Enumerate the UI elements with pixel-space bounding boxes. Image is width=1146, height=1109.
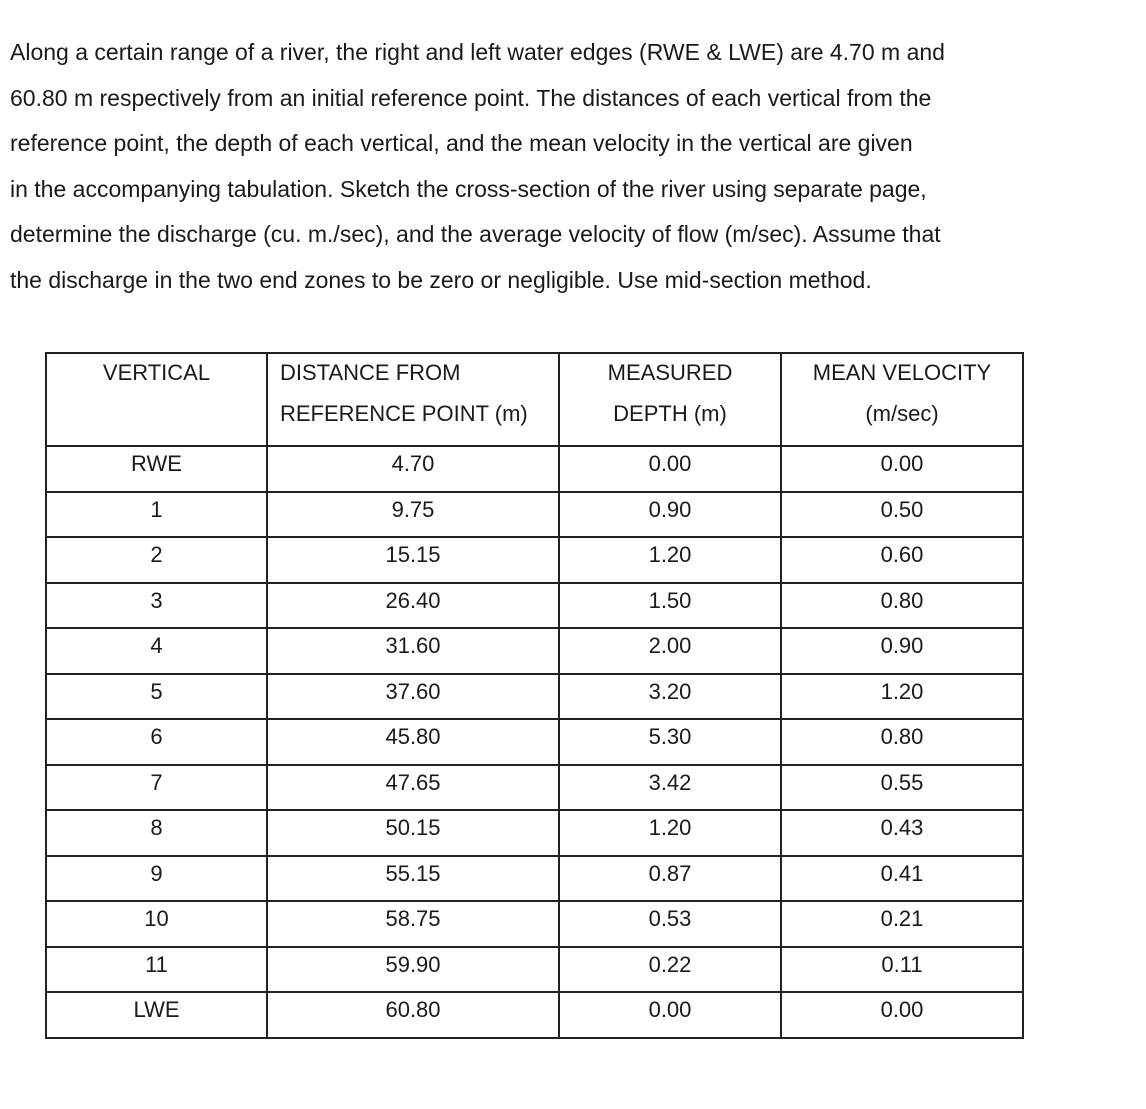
header-vertical	[46, 353, 267, 446]
cell-velocity: 0.80	[781, 583, 1023, 629]
table-row	[46, 992, 1023, 1038]
header-depth-line1: MEASURED	[607, 360, 733, 385]
cell-depth: 0.53	[559, 901, 781, 947]
cell-velocity: 0.00	[781, 446, 1023, 492]
cell-velocity: 0.00	[781, 992, 1023, 1038]
cell-vertical: RWE	[46, 446, 267, 492]
cell-vertical: 7	[46, 765, 267, 811]
table-row	[46, 901, 1023, 947]
cell-distance: 47.65	[267, 765, 559, 811]
cell-depth: 1.50	[559, 583, 781, 629]
cell-vertical: 9	[46, 856, 267, 902]
cell-velocity: 1.20	[781, 674, 1023, 720]
table-row	[46, 947, 1023, 993]
cell-velocity: 0.90	[781, 628, 1023, 674]
cell-distance: 58.75	[267, 901, 559, 947]
cell-distance: 15.15	[267, 537, 559, 583]
cell-velocity: 0.60	[781, 537, 1023, 583]
table-row	[46, 628, 1023, 674]
header-velocity-line2: (m/sec)	[865, 401, 939, 426]
table-header	[46, 353, 1023, 446]
cell-velocity: 0.11	[781, 947, 1023, 993]
table-row	[46, 674, 1023, 720]
table-row	[46, 537, 1023, 583]
cell-depth: 3.20	[559, 674, 781, 720]
header-depth	[559, 353, 781, 446]
cell-depth: 1.20	[559, 810, 781, 856]
cell-vertical: 2	[46, 537, 267, 583]
cell-distance: 9.75	[267, 492, 559, 538]
problem-line: 60.80 m respectively from an initial reference point. The distances of each vertical from the	[10, 84, 932, 111]
problem-line: in the accompanying tabulation. Sketch the cross-section of the river using separate page,	[10, 175, 927, 202]
cell-distance: 55.15	[267, 856, 559, 902]
table-row	[46, 856, 1023, 902]
cell-velocity: 0.50	[781, 492, 1023, 538]
cell-vertical: 3	[46, 583, 267, 629]
cell-distance: 59.90	[267, 947, 559, 993]
problem-line: Along a certain range of a river, the right and left water edges (RWE & LWE) are 4.70 m and	[10, 39, 945, 65]
cell-depth: 3.42	[559, 765, 781, 811]
header-velocity	[781, 353, 1023, 446]
measurement-table	[45, 352, 1024, 1039]
cell-depth: 0.22	[559, 947, 781, 993]
cell-depth: 5.30	[559, 719, 781, 765]
cell-velocity: 0.41	[781, 856, 1023, 902]
cell-depth: 0.87	[559, 856, 781, 902]
header-row	[46, 353, 1023, 446]
header-vertical-line1: VERTICAL	[102, 360, 211, 385]
cell-depth: 0.00	[559, 992, 781, 1038]
cell-vertical: 4	[46, 628, 267, 674]
problem-line: the discharge in the two end zones to be zero or negligible. Use mid-section method.	[10, 266, 872, 293]
header-vertical-line2	[47, 391, 266, 437]
cell-distance: 26.40	[267, 583, 559, 629]
table-row	[46, 446, 1023, 492]
cell-distance: 4.70	[267, 446, 559, 492]
cell-depth: 0.00	[559, 446, 781, 492]
header-distance	[267, 353, 559, 446]
cell-distance: 31.60	[267, 628, 559, 674]
table-row	[46, 719, 1023, 765]
cell-velocity: 0.43	[781, 810, 1023, 856]
problem-statement	[10, 30, 1140, 303]
cell-depth: 1.20	[559, 537, 781, 583]
cell-distance: 45.80	[267, 719, 559, 765]
header-velocity-line1: MEAN VELOCITY	[812, 360, 992, 385]
table-row	[46, 810, 1023, 856]
problem-line: determine the discharge (cu. m./sec), and the average velocity of flow (m/sec). Assume that	[10, 221, 941, 247]
table-row	[46, 492, 1023, 538]
cell-vertical: 11	[46, 947, 267, 993]
problem-line: reference point, the depth of each vertical, and the mean velocity in the vertical are given	[10, 130, 913, 156]
cell-velocity: 0.55	[781, 765, 1023, 811]
table-row	[46, 583, 1023, 629]
cell-vertical: 10	[46, 901, 267, 947]
header-distance-line2: REFERENCE POINT (m)	[280, 401, 528, 426]
header-distance-line1: DISTANCE FROM	[280, 360, 461, 385]
cell-vertical: LWE	[46, 992, 267, 1038]
cell-velocity: 0.80	[781, 719, 1023, 765]
cell-distance: 50.15	[267, 810, 559, 856]
cell-distance: 37.60	[267, 674, 559, 720]
table-body	[46, 446, 1023, 1038]
table-row	[46, 765, 1023, 811]
cell-distance: 60.80	[267, 992, 559, 1038]
cell-vertical: 1	[46, 492, 267, 538]
cell-depth: 2.00	[559, 628, 781, 674]
cell-vertical: 6	[46, 719, 267, 765]
header-depth-line2: DEPTH (m)	[613, 401, 727, 426]
cell-vertical: 8	[46, 810, 267, 856]
cell-vertical: 5	[46, 674, 267, 720]
cell-velocity: 0.21	[781, 901, 1023, 947]
cell-depth: 0.90	[559, 492, 781, 538]
